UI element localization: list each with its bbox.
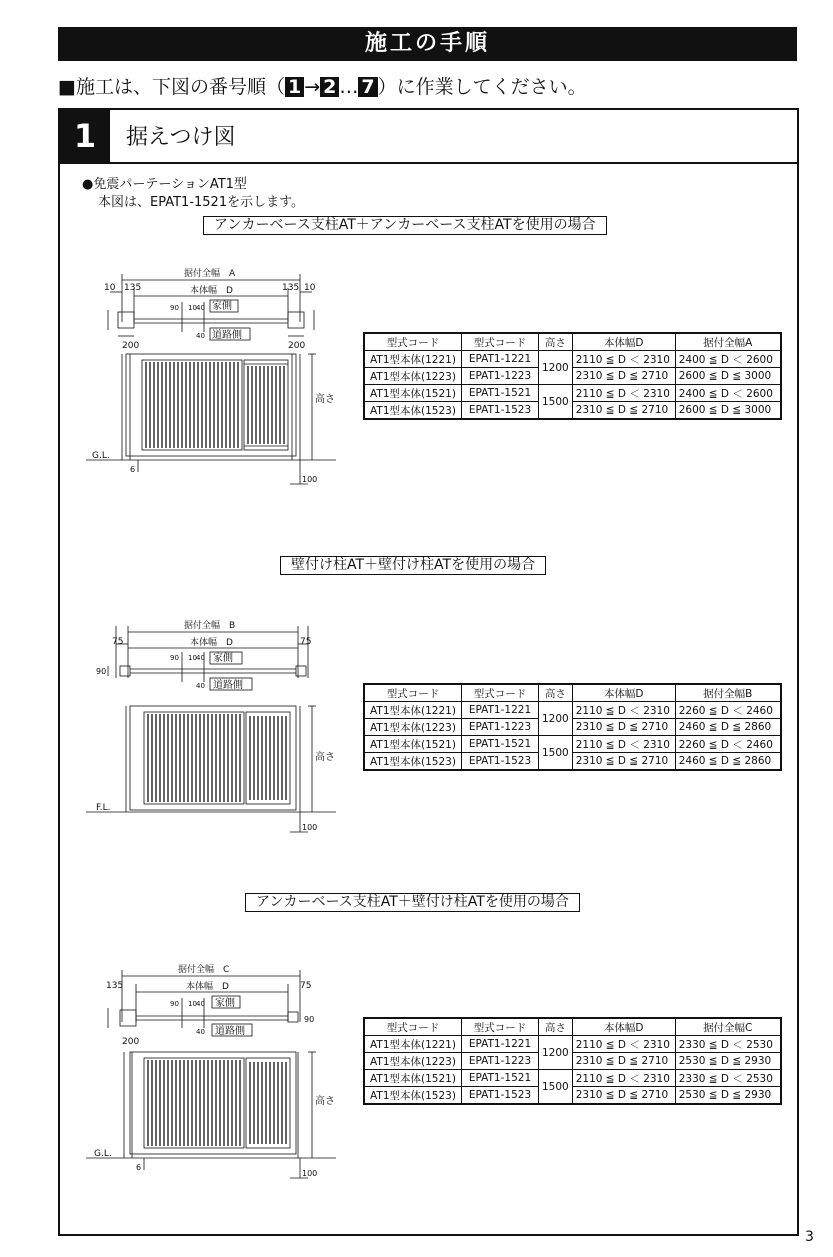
cell-mount: 2530 ≦ D ≦ 2930	[675, 1053, 781, 1070]
intro-text	[82, 176, 304, 212]
step-title: 据えつけ図	[126, 125, 236, 150]
dim-left-inner: 135	[124, 283, 142, 293]
dim-right: 75	[300, 981, 312, 991]
caption-section-2: 壁付け柱AT＋壁付け柱ATを使用の場合	[280, 556, 546, 575]
cell-width: 2310 ≦ D ≦ 2710	[572, 1087, 675, 1105]
table-row	[364, 368, 781, 385]
label-height: 高さ	[315, 394, 335, 405]
cell-width: 2310 ≦ D ≦ 2710	[572, 1053, 675, 1070]
table-row	[364, 753, 781, 771]
col-mount: 据付全幅C	[675, 1018, 781, 1036]
label-overall-width: 据付全幅 A	[184, 269, 236, 279]
instruction-arrow: →	[304, 76, 321, 98]
step-badge-2: 2	[320, 77, 339, 97]
dim-small-10: 10	[188, 1000, 197, 1008]
dim-right: 75	[300, 637, 312, 647]
col-height: 高さ	[539, 1018, 573, 1036]
dim-small-40: 40	[196, 304, 205, 312]
instruction-suffix: ）に作業してください。	[377, 76, 587, 98]
cell-model: AT1型本体(1521)	[364, 1070, 462, 1087]
table-row	[364, 1087, 781, 1105]
cell-code: EPAT1-1521	[462, 385, 539, 402]
cell-width: 2310 ≦ D ≦ 2710	[572, 719, 675, 736]
intro-line-2: 本図は、EPAT1-1521を示します。	[98, 195, 305, 210]
page-title: 施工の手順	[58, 27, 797, 61]
step-badge-7: 7	[358, 77, 377, 97]
cell-model: AT1型本体(1523)	[364, 1087, 462, 1105]
cell-code: EPAT1-1523	[462, 402, 539, 420]
cell-code: EPAT1-1521	[462, 1070, 539, 1087]
label-height: 高さ	[315, 1096, 335, 1107]
table-row	[364, 1053, 781, 1070]
dim-small-40b: 40	[196, 682, 205, 690]
cell-width: 2310 ≦ D ≦ 2710	[572, 753, 675, 771]
dim-bottom-100: 100	[302, 1169, 318, 1178]
cell-width: 2110 ≦ D ＜ 2310	[572, 702, 675, 719]
drawing-section-1	[86, 262, 336, 492]
spec-table-3	[363, 1017, 782, 1105]
label-height: 高さ	[315, 752, 335, 763]
dim-post-right: 90	[304, 1015, 315, 1024]
col-code: 型式コード	[462, 333, 539, 351]
instruction-dots: …	[339, 76, 359, 98]
col-width: 本体幅D	[572, 684, 675, 702]
cell-model: AT1型本体(1223)	[364, 368, 462, 385]
col-height: 高さ	[539, 333, 573, 351]
dim-bottom-6: 6	[130, 465, 136, 474]
cell-code: EPAT1-1223	[462, 1053, 539, 1070]
cell-code: EPAT1-1221	[462, 351, 539, 368]
cell-width: 2310 ≦ D ≦ 2710	[572, 368, 675, 385]
dim-bottom-100: 100	[302, 475, 318, 484]
dim-left: 75	[112, 637, 124, 647]
label-road-side: 道路側	[215, 1026, 245, 1037]
dim-right-inner: 135	[282, 283, 300, 293]
col-height: 高さ	[539, 684, 573, 702]
spec-table-1	[363, 332, 782, 420]
dim-small-90: 90	[170, 1000, 179, 1008]
col-model: 型式コード	[364, 684, 462, 702]
cell-model: AT1型本体(1523)	[364, 753, 462, 771]
cell-width: 2110 ≦ D ＜ 2310	[572, 1036, 675, 1053]
dim-small-40: 40	[196, 1000, 205, 1008]
caption-section-3: アンカーベース支柱AT＋壁付け柱ATを使用の場合	[245, 893, 580, 912]
cell-height: 1500	[539, 1070, 573, 1105]
label-ground: G.L.	[92, 451, 110, 461]
dim-bottom-6: 6	[136, 1163, 142, 1172]
cell-height: 1200	[539, 1036, 573, 1070]
cell-code: EPAT1-1221	[462, 1036, 539, 1053]
cell-mount: 2400 ≦ D ＜ 2600	[675, 351, 781, 368]
cell-mount: 2460 ≦ D ≦ 2860	[675, 719, 781, 736]
cell-code: EPAT1-1521	[462, 736, 539, 753]
cell-model: AT1型本体(1521)	[364, 385, 462, 402]
cell-code: EPAT1-1523	[462, 753, 539, 771]
cell-mount: 2460 ≦ D ≦ 2860	[675, 753, 781, 771]
panel-slats	[148, 1060, 286, 1146]
dim-small-40: 40	[196, 654, 205, 662]
step-header	[60, 110, 797, 164]
label-road-side: 道路側	[213, 680, 243, 691]
cell-code: EPAT1-1523	[462, 1087, 539, 1105]
cell-code: EPAT1-1223	[462, 368, 539, 385]
cell-model: AT1型本体(1521)	[364, 736, 462, 753]
cell-width: 2310 ≦ D ≦ 2710	[572, 402, 675, 420]
cell-width: 2110 ≦ D ＜ 2310	[572, 736, 675, 753]
dim-left-outer: 10	[104, 283, 116, 293]
step-badge-1: 1	[285, 77, 304, 97]
cell-height: 1500	[539, 385, 573, 420]
instruction-prefix: ■施工は、下図の番号順（	[58, 76, 285, 98]
label-road-side: 道路側	[212, 330, 242, 341]
caption-section-1: アンカーベース支柱AT＋アンカーベース支柱ATを使用の場合	[203, 216, 607, 235]
table-row	[364, 385, 781, 402]
step-number: 1	[60, 110, 110, 162]
panel-slats	[148, 714, 286, 802]
cell-model: AT1型本体(1223)	[364, 719, 462, 736]
cell-model: AT1型本体(1223)	[364, 1053, 462, 1070]
dim-left: 135	[106, 981, 124, 991]
cell-width: 2110 ≦ D ＜ 2310	[572, 1070, 675, 1087]
col-width: 本体幅D	[572, 1018, 675, 1036]
cell-model: AT1型本体(1221)	[364, 702, 462, 719]
dim-post: 90	[96, 667, 107, 676]
dim-small-40b: 40	[196, 1028, 205, 1036]
col-model: 型式コード	[364, 333, 462, 351]
cell-width: 2110 ≦ D ＜ 2310	[572, 351, 675, 368]
table-row	[364, 719, 781, 736]
cell-mount: 2400 ≦ D ＜ 2600	[675, 385, 781, 402]
dim-post-left: 200	[122, 341, 140, 351]
cell-mount: 2330 ≦ D ＜ 2530	[675, 1070, 781, 1087]
instruction-text	[58, 72, 587, 99]
label-overall-width: 据付全幅 B	[184, 621, 236, 631]
dim-small-90: 90	[170, 654, 179, 662]
label-body-width: 本体幅 D	[190, 638, 233, 648]
cell-height: 1500	[539, 736, 573, 771]
cell-mount: 2330 ≦ D ＜ 2530	[675, 1036, 781, 1053]
cell-model: AT1型本体(1523)	[364, 402, 462, 420]
label-house-side: 家側	[213, 653, 233, 664]
cell-mount: 2260 ≦ D ＜ 2460	[675, 736, 781, 753]
table-row	[364, 351, 781, 368]
dim-right-outer: 10	[304, 283, 316, 293]
cell-code: EPAT1-1223	[462, 719, 539, 736]
cell-model: AT1型本体(1221)	[364, 1036, 462, 1053]
col-model: 型式コード	[364, 1018, 462, 1036]
table-row	[364, 1070, 781, 1087]
label-house-side: 家側	[212, 301, 232, 312]
label-body-width: 本体幅 D	[190, 286, 233, 296]
col-code: 型式コード	[462, 1018, 539, 1036]
dim-small-90: 90	[170, 304, 179, 312]
cell-width: 2110 ≦ D ＜ 2310	[572, 385, 675, 402]
col-mount: 据付全幅B	[675, 684, 781, 702]
table-row	[364, 736, 781, 753]
col-width: 本体幅D	[572, 333, 675, 351]
cell-model: AT1型本体(1221)	[364, 351, 462, 368]
cell-height: 1200	[539, 702, 573, 736]
label-ground: G.L.	[94, 1149, 112, 1159]
label-ground: F.L.	[96, 803, 111, 813]
table-row	[364, 402, 781, 420]
page-number: 3	[805, 1229, 814, 1245]
table-row	[364, 1036, 781, 1053]
dim-post-right: 200	[288, 341, 306, 351]
dim-small-40b: 40	[196, 332, 205, 340]
spec-table-2	[363, 683, 782, 771]
cell-mount: 2530 ≦ D ≦ 2930	[675, 1087, 781, 1105]
drawing-section-2	[86, 614, 336, 834]
cell-mount: 2600 ≦ D ≦ 3000	[675, 368, 781, 385]
intro-line-1: ●免震パーテーションAT1型	[82, 177, 247, 192]
table-row	[364, 702, 781, 719]
panel-slats	[146, 362, 284, 448]
col-mount: 据付全幅A	[675, 333, 781, 351]
dim-post-left: 200	[122, 1037, 140, 1047]
dim-small-10: 10	[188, 304, 197, 312]
cell-mount: 2600 ≦ D ≦ 3000	[675, 402, 781, 420]
drawing-section-3	[86, 958, 336, 1183]
cell-height: 1200	[539, 351, 573, 385]
label-body-width: 本体幅 D	[186, 982, 229, 992]
label-house-side: 家側	[215, 998, 235, 1009]
cell-mount: 2260 ≦ D ＜ 2460	[675, 702, 781, 719]
dim-bottom-100: 100	[302, 823, 318, 832]
label-overall-width: 据付全幅 C	[178, 965, 230, 975]
col-code: 型式コード	[462, 684, 539, 702]
cell-code: EPAT1-1221	[462, 702, 539, 719]
dim-small-10: 10	[188, 654, 197, 662]
